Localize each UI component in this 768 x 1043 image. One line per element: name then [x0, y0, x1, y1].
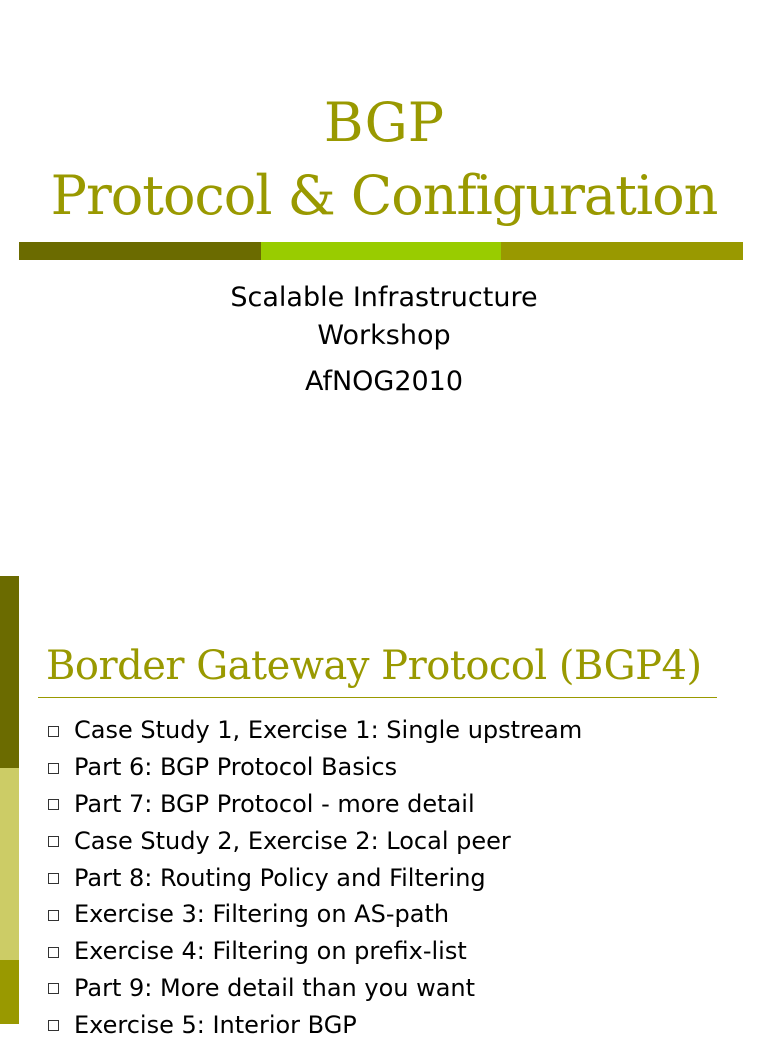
sidebar-segment-dark	[0, 576, 19, 768]
square-bullet-icon	[48, 873, 59, 884]
decorative-stripe-dark	[19, 242, 261, 260]
square-bullet-icon	[48, 836, 59, 847]
square-bullet-icon	[48, 983, 59, 994]
list-item	[48, 822, 582, 859]
bullet-text: Exercise 5: Interior BGP	[74, 1010, 357, 1039]
bullet-text: Part 7: BGP Protocol - more detail	[74, 789, 475, 818]
list-item	[48, 749, 582, 786]
square-bullet-icon	[48, 1020, 59, 1031]
square-bullet-icon	[48, 726, 59, 737]
bullet-text: Part 8: Routing Policy and Filtering	[74, 863, 486, 892]
decorative-stripe-olive	[501, 242, 743, 260]
subtitle-line-2: Workshop	[317, 320, 451, 351]
title-line-2: Protocol & Configuration	[50, 164, 718, 227]
list-item	[48, 786, 582, 823]
square-bullet-icon	[48, 763, 59, 774]
bullet-text: Part 9: More detail than you want	[74, 973, 476, 1002]
list-item	[48, 712, 582, 749]
square-bullet-icon	[48, 799, 59, 810]
bullet-text: Exercise 3: Filtering on AS-path	[74, 900, 450, 929]
decorative-stripe-lime	[261, 242, 501, 260]
list-item	[48, 933, 582, 970]
list-item	[48, 859, 582, 896]
subtitle-line-1: Scalable Infrastructure	[230, 282, 538, 313]
sidebar-segment-olive	[0, 960, 19, 1024]
bullet-text: Case Study 2, Exercise 2: Local peer	[74, 826, 511, 855]
subtitle-line-3: AfNOG2010	[304, 366, 464, 397]
slide-title: Border Gateway Protocol (BGP4)	[46, 643, 702, 689]
square-bullet-icon	[48, 910, 59, 921]
title-underline	[38, 697, 717, 698]
square-bullet-icon	[48, 947, 59, 958]
list-item	[48, 896, 582, 933]
bullet-list	[48, 712, 582, 1043]
list-item	[48, 1006, 582, 1043]
bullet-text: Case Study 1, Exercise 1: Single upstream	[74, 716, 583, 745]
bullet-text: Exercise 4: Filtering on prefix-list	[74, 937, 467, 966]
title-line-1: BGP	[323, 91, 445, 154]
bullet-text: Part 6: BGP Protocol Basics	[74, 753, 398, 782]
content-slide	[0, 576, 768, 1039]
list-item	[48, 970, 582, 1007]
sidebar-segment-light	[0, 768, 19, 960]
